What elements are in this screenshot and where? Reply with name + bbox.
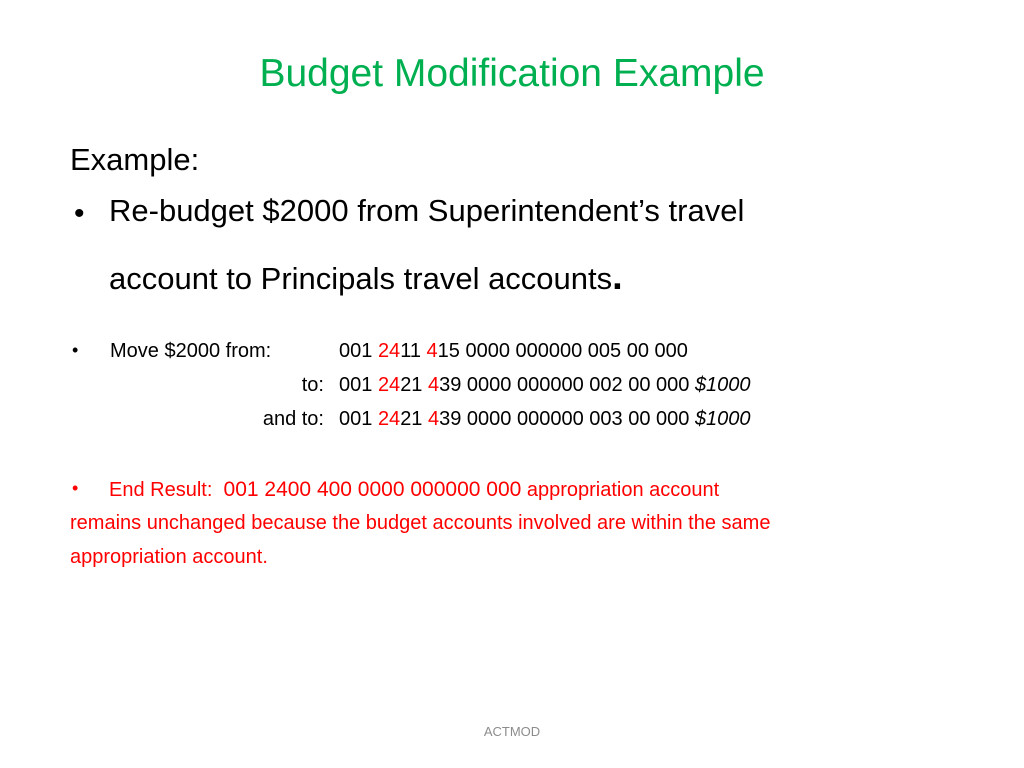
code-segment: 39 0000 000000 003 00 000 bbox=[439, 408, 695, 430]
end-result-code: 001 2400 400 0000 000000 000 bbox=[223, 478, 522, 501]
example-label: Example: bbox=[70, 142, 200, 177]
end-result-line-1 bbox=[109, 478, 719, 502]
code-segment-highlight: 4 bbox=[428, 374, 440, 396]
code-segment: 11 bbox=[400, 340, 427, 362]
end-result-label: End Result: bbox=[109, 479, 213, 501]
code-segment: 21 bbox=[400, 374, 428, 396]
slide-footer: ACTMOD bbox=[483, 724, 541, 739]
account-code-andto bbox=[339, 408, 751, 431]
move-from-label: Move $2000 from: bbox=[110, 340, 272, 362]
code-segment-highlight: 24 bbox=[377, 408, 401, 430]
code-segment-highlight: 24 bbox=[377, 374, 401, 396]
code-segment-highlight: 24 bbox=[377, 340, 401, 362]
bullet-icon: • bbox=[74, 197, 85, 230]
account-code-from bbox=[339, 340, 688, 363]
slide-title: Budget Modification Example bbox=[259, 52, 765, 95]
account-code-to bbox=[339, 374, 751, 397]
end-result-line-2: remains unchanged because the budget accounts involved are within the same bbox=[70, 512, 771, 534]
end-result-text: appropriation account bbox=[521, 479, 720, 501]
transfer-amount: $1000 bbox=[694, 408, 751, 430]
code-segment: 001 bbox=[339, 340, 378, 362]
main-bullet-line-1: Re-budget $2000 from Superintendent’s travel bbox=[109, 193, 745, 228]
main-bullet-line-2 bbox=[109, 256, 623, 299]
end-result-line-3: appropriation account. bbox=[70, 546, 268, 568]
code-segment: 15 0000 000000 005 00 000 bbox=[437, 340, 688, 362]
transfer-amount: $1000 bbox=[694, 374, 751, 396]
move-andto-label: and to: bbox=[262, 408, 324, 430]
code-segment: 21 bbox=[400, 408, 428, 430]
code-segment-highlight: 4 bbox=[428, 408, 440, 430]
code-segment: 001 bbox=[339, 374, 378, 396]
code-segment: 39 0000 000000 002 00 000 bbox=[439, 374, 695, 396]
code-segment-highlight: 4 bbox=[426, 340, 438, 362]
bullet-icon: • bbox=[72, 340, 79, 360]
main-bullet-period: . bbox=[612, 256, 623, 298]
main-bullet-line-2-text: account to Principals travel accounts bbox=[109, 261, 613, 296]
move-to-label: to: bbox=[301, 374, 324, 396]
bullet-icon: • bbox=[72, 478, 79, 498]
code-segment: 001 bbox=[339, 408, 378, 430]
